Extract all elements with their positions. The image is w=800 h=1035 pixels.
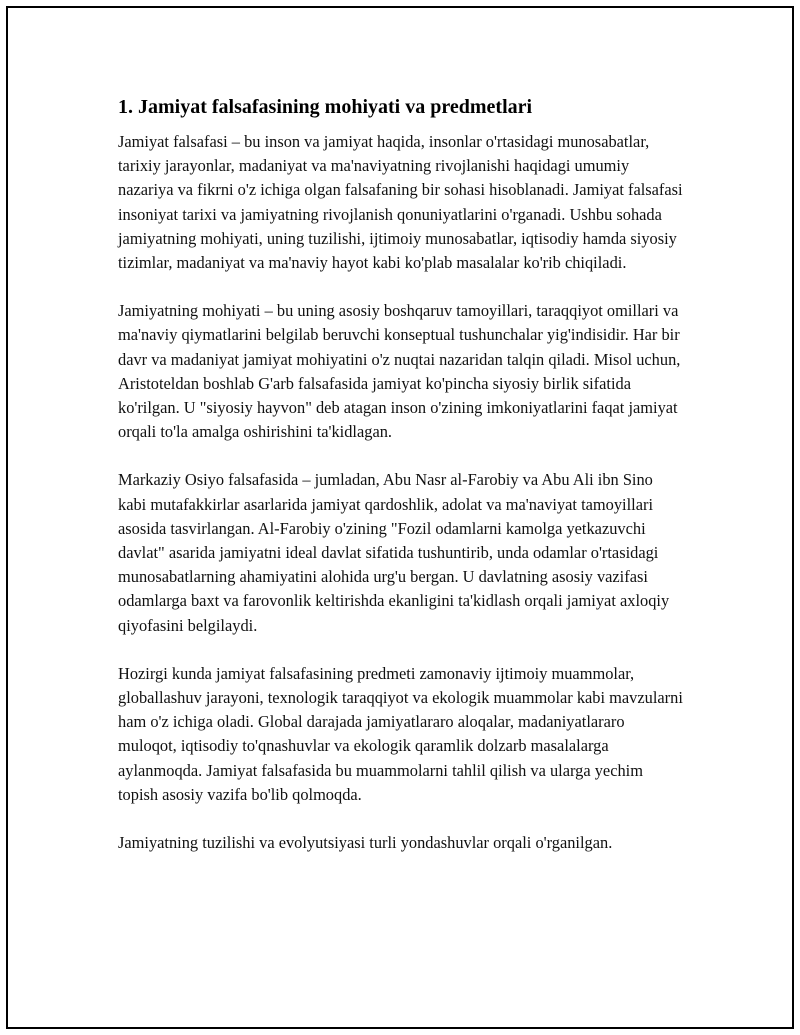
section-heading: 1. Jamiyat falsafasining mohiyati va predmetlari — [118, 96, 533, 118]
paragraph-3: Markaziy Osiyo falsafasida – jumladan, Abu Nasr al-Farobiy va Abu Ali ibn Sino kabi mutafakkirlar asarlarida jamiyat qardoshlik, adolat va ma'naviyat tamoyillari asosida tasvirlangan. Al-Farobiy o'zining "Fozil odamlarni kamolga yetkazuvchi davlat" asarida jamiyatni ideal davlat sifatida tushuntirib, unda odamlar o'rtasidagi munosabatlarning ahamiyatini alohida urg'u bergan. U davlatning asosiy vazifasi odamlarga baxt va farovonlik keltirishda ekanligini ta'kidlash orqali jamiyat axloqiy qiyofasini belgilaydi. — [118, 470, 670, 635]
paragraph-4: Hozirgi kunda jamiyat falsafasining predmeti zamonaviy ijtimoiy muammolar, globallashuv jarayoni, texnologik taraqqiyot va ekologik muammolar kabi mavzularni ham o'z ichiga oladi. Global darajada jamiyatlararo aloqalar, madaniyatlararo muloqot, iqtisodiy to'qnashuvlar va ekologik qaramlik dolzarb masalalarga aylanmoqda. Jamiyat falsafasida bu muammolarni tahlil qilish va ularga yechim topish asosiy vazifa bo'lib qolmoqda. — [118, 663, 683, 804]
paragraph-1: Jamiyat falsafasi – bu inson va jamiyat haqida, insonlar o'rtasidagi munosabatlar, tarixiy jarayonlar, madaniyat va ma'naviyatning rivojlanishi haqidagi umumiy nazariya va fikrni o'z ichiga olgan falsafaning bir sohasi hisoblanadi. Jamiyat falsafasi insoniyat tarixi va jamiyatning rivojlanish qonuniyatlarini o'rganadi. Ushbu sohada jamiyatning mohiyati, uning tuzilishi, ijtimoiy munosabatlar, iqtisodiy hamda siyosiy tizimlar, madaniyat va ma'naviy hayot kabi ko'plab masalalar ko'rib chiqiladi. — [118, 132, 683, 273]
paragraph-2: Jamiyatning mohiyati – bu uning asosiy boshqaruv tamoyillari, taraqqiyot omillari va ma'naviy qiymatlarini belgilab beruvchi konseptual tushunchalar yig'indisidir. Har bir davr va madaniyat jamiyat mohiyatini o'z nuqtai nazaridan talqin qiladi. Misol uchun, Aristoteldan boshlab G'arb falsafasida jamiyat ko'pincha siyosiy birlik sifatida ko'rilgan. U "siyosiy hayvon" deb atagan inson o'zining imkoniyatlarini faqat jamiyat orqali to'la amalga oshirishini ta'kidlagan. — [118, 301, 681, 442]
paragraph-5: Jamiyatning tuzilishi va evolyutsiyasi turli yondashuvlar orqali o'rganilgan. — [118, 833, 613, 853]
document-body — [118, 94, 684, 879]
